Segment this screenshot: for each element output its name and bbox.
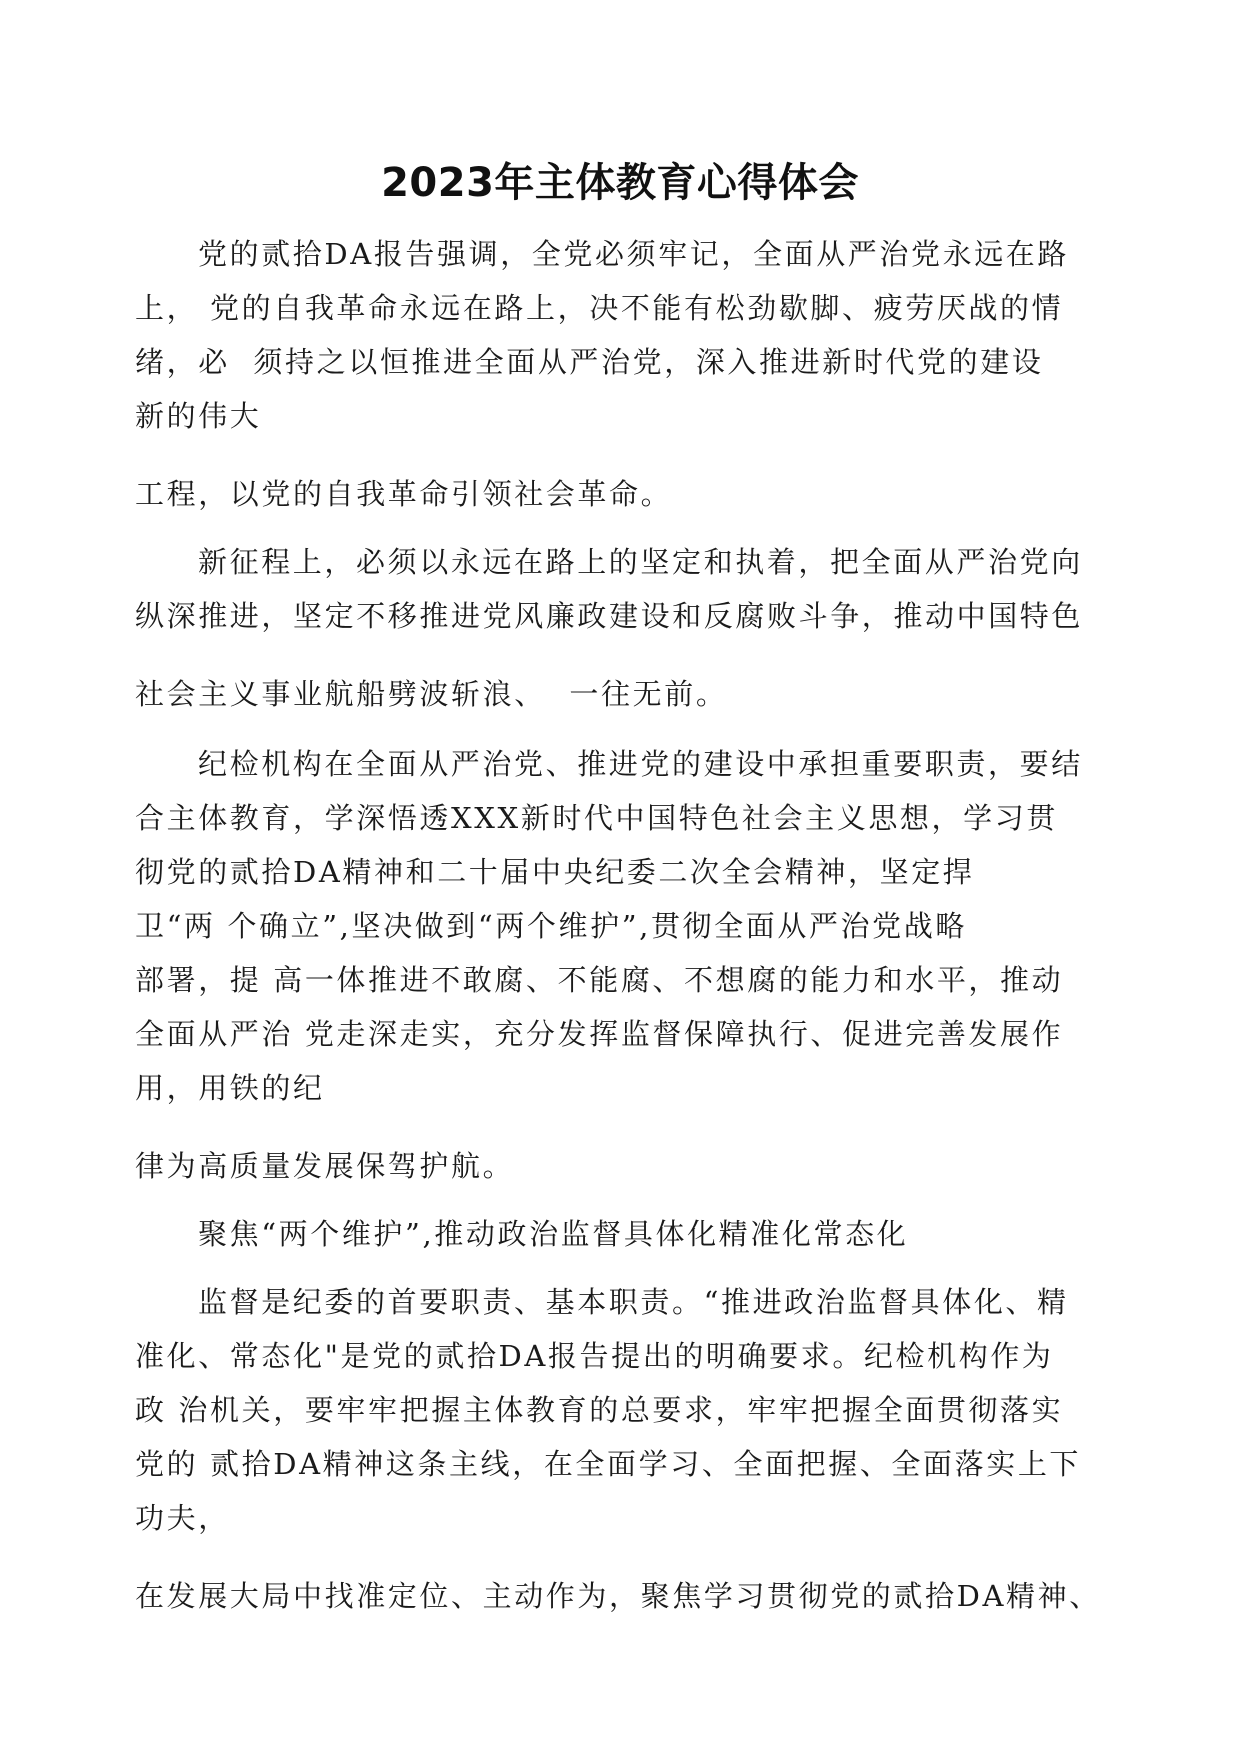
text-line: 社会主义事业航船劈波斩浪、 一往无前。	[135, 677, 728, 711]
text-line: 绪，必 须持之以恒推进全面从严治党，深入推进新时代党的建设	[135, 345, 1044, 379]
text-line: 新征程上，必须以永远在路上的坚定和执着，把全面从严治党向	[198, 545, 1083, 579]
text-line: 新的伟大	[135, 399, 262, 433]
text-line: 部署，提 高一体推进不敢腐、不能腐、不想腐的能力和水平，推动	[135, 963, 1064, 997]
text-line: 卫“两 个确立”,坚决做到“两个维护”,贯彻全面从严治党战略	[135, 909, 967, 943]
text-line: 上， 党的自我革命永远在路上，决不能有松劲歇脚、疲劳厌战的情	[135, 291, 1064, 325]
text-line: 政 治机关，要牢牢把握主体教育的总要求，牢牢把握全面贯彻落实	[135, 1393, 1064, 1427]
document-title: 2023年主体教育心得体会	[381, 160, 859, 206]
text-line: 全面从严治 党走深走实，充分发挥监督保障执行、促进完善发展作	[135, 1017, 1064, 1051]
text-line: 工程，以党的自我革命引领社会革命。	[135, 477, 673, 511]
text-line: 功夫，	[135, 1501, 230, 1535]
text-line: 纵深推进，坚定不移推进党风廉政建设和反腐败斗争，推动中国特色	[135, 599, 1084, 633]
text-line: 纪检机构在全面从严治党、推进党的建设中承担重要职责，要结	[198, 747, 1083, 781]
section-heading: 聚焦“两个维护”,推动政治监督具体化精准化常态化	[198, 1217, 909, 1251]
text-line: 用，用铁的纪	[135, 1071, 325, 1105]
text-line: 律为高质量发展保驾护航。	[135, 1149, 515, 1183]
text-line: 党的 贰拾DA精神这条主线，在全面学习、全面把握、全面落实上下	[135, 1447, 1082, 1481]
text-line: 合主体教育，学深悟透XXX新时代中国特色社会主义思想，学习贯	[135, 801, 1058, 835]
text-line: 准化、常态化"是党的贰拾DA报告提出的明确要求。纪检机构作为	[135, 1339, 1054, 1373]
text-line: 在发展大局中找准定位、主动作为，聚焦学习贯彻党的贰拾DA精神、	[135, 1579, 1101, 1613]
text-line: 彻党的贰拾DA精神和二十届中央纪委二次全会精神，坚定捍	[135, 855, 975, 889]
text-line: 监督是纪委的首要职责、基本职责。“推进政治监督具体化、精	[198, 1285, 1069, 1319]
text-line: 党的贰拾DA报告强调，全党必须牢记，全面从严治党永远在路	[198, 237, 1069, 271]
